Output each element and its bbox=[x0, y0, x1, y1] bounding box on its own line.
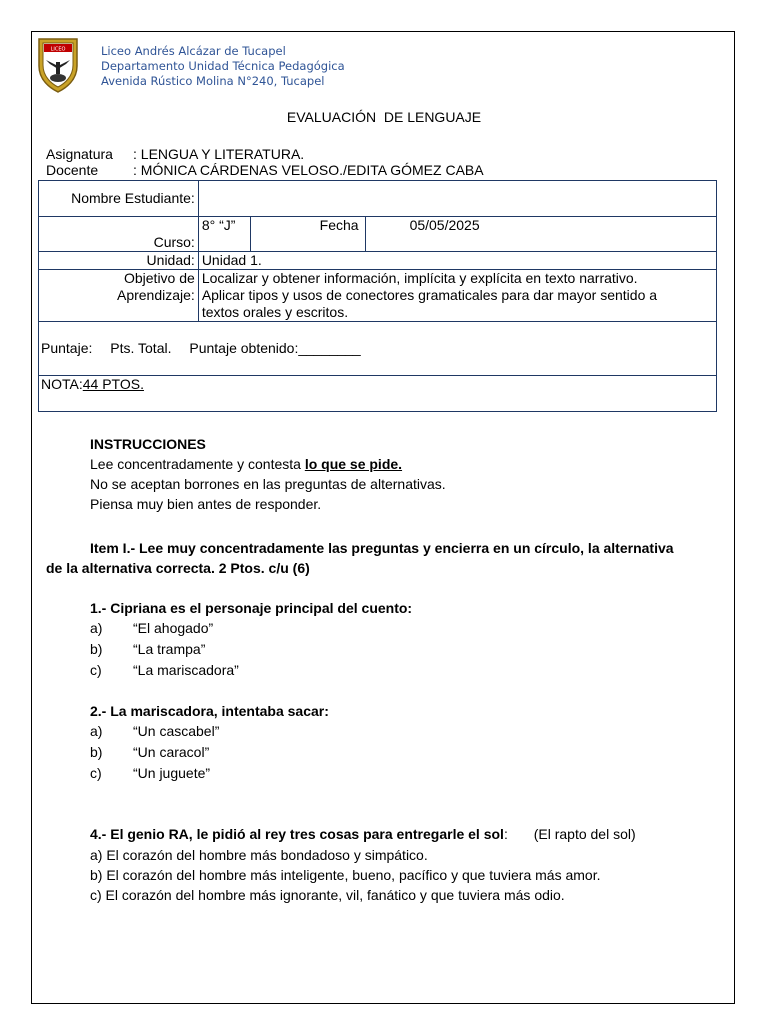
date-value: 05/05/2025 bbox=[365, 217, 716, 252]
student-name-label: Nombre Estudiante: bbox=[39, 181, 199, 217]
item1-heading-line2: de la alternativa correcta. 2 Ptos. c/u (6) bbox=[46, 560, 310, 576]
instructions-heading: INSTRUCCIONES bbox=[90, 436, 206, 452]
question-1: 1.- Cipriana es el personaje principal del cuento: bbox=[90, 600, 413, 616]
question-1-option-a[interactable] bbox=[90, 620, 213, 636]
question-4-note: (El rapto del sol) bbox=[533, 826, 636, 842]
option-text: “La trampa” bbox=[133, 641, 206, 657]
option-letter: c) bbox=[90, 765, 102, 781]
instruction-emphasis: lo que se pide. bbox=[304, 456, 403, 472]
teacher-label: Docente bbox=[46, 162, 99, 178]
objective-line: Localizar y obtener información, implícita y explícita en texto narrativo. bbox=[201, 270, 638, 286]
option-text: “La mariscadora” bbox=[133, 662, 239, 678]
total-points-label: Pts. Total. bbox=[110, 340, 172, 356]
school-header bbox=[101, 44, 345, 89]
instruction-text: Lee concentradamente y contesta bbox=[90, 456, 305, 472]
question-2-option-c[interactable] bbox=[90, 765, 210, 781]
question-4-option-b[interactable]: b) El corazón del hombre más inteligente, bueno, pacífico y que tuviera más amor. bbox=[90, 867, 601, 883]
subject-label: Asignatura bbox=[46, 146, 113, 162]
grade-value: 44 PTOS. bbox=[82, 376, 144, 392]
instruction-line: Piensa muy bien antes de responder. bbox=[90, 496, 322, 512]
question-2-option-b[interactable] bbox=[90, 744, 209, 760]
question-2-option-a[interactable] bbox=[90, 723, 219, 739]
teacher-row bbox=[46, 162, 484, 178]
objective-label bbox=[39, 270, 199, 322]
obtained-points-label: Puntaje obtenido:________ bbox=[189, 340, 361, 356]
instructions-block bbox=[90, 434, 446, 514]
option-letter: c) bbox=[90, 662, 102, 678]
question-1-option-c[interactable] bbox=[90, 662, 239, 678]
option-text: “Un juguete” bbox=[133, 765, 211, 781]
school-crest-icon bbox=[36, 36, 80, 94]
option-letter: b) bbox=[90, 641, 103, 657]
school-department: Departamento Unidad Técnica Pedagógica bbox=[101, 59, 345, 73]
unit-label: Unidad: bbox=[39, 252, 199, 270]
student-info-table bbox=[38, 180, 717, 412]
school-name: Liceo Andrés Alcázar de Tucapel bbox=[101, 44, 286, 58]
page-title: EVALUACIÓN DE LENGUAJE bbox=[286, 109, 482, 125]
grade-row bbox=[39, 376, 717, 412]
question-4-text: 4.- El genio RA, le pidió al rey tres cosas para entregarle el sol bbox=[90, 826, 504, 842]
option-letter: a) bbox=[90, 620, 103, 636]
subject-row bbox=[46, 146, 484, 162]
objective-line: Aplicar tipos y usos de conectores gramaticales para dar mayor sentido a bbox=[201, 287, 658, 303]
score-row bbox=[39, 322, 717, 376]
option-text: “El ahogado” bbox=[133, 620, 214, 636]
question-4-option-a[interactable]: a) El corazón del hombre más bondadoso y simpático. bbox=[90, 847, 428, 863]
question-4-option-c[interactable]: c) El corazón del hombre más ignorante, vil, fanático y que tuviera más odio. bbox=[90, 887, 565, 903]
question-4-colon: : bbox=[503, 826, 508, 842]
meta-block bbox=[46, 146, 484, 178]
unit-value: Unidad 1. bbox=[198, 252, 716, 270]
student-name-field[interactable] bbox=[198, 181, 716, 217]
score-label: Puntaje: bbox=[41, 340, 93, 356]
option-letter: b) bbox=[90, 744, 103, 760]
teacher-value: : MÓNICA CÁRDENAS VELOSO./EDITA GÓMEZ CABA bbox=[133, 162, 484, 178]
course-value: 8° “J” bbox=[198, 217, 250, 252]
instruction-line: No se aceptan borrones en las preguntas de alternativas. bbox=[90, 476, 446, 492]
date-label: Fecha bbox=[250, 217, 365, 252]
objective-line: textos orales y escritos. bbox=[201, 304, 349, 320]
school-address: Avenida Rústico Molina N°240, Tucapel bbox=[101, 74, 325, 88]
option-text: “Un cascabel” bbox=[133, 723, 220, 739]
option-letter: a) bbox=[90, 723, 103, 739]
course-label: Curso: bbox=[39, 217, 199, 252]
svg-text:LICEO: LICEO bbox=[50, 46, 66, 53]
objective-label-line: Objetivo de bbox=[123, 270, 195, 286]
objective-value bbox=[198, 270, 716, 322]
question-1-option-b[interactable] bbox=[90, 641, 205, 657]
question-4 bbox=[90, 824, 636, 844]
instruction-line bbox=[90, 454, 446, 474]
objective-label-line: Aprendizaje: bbox=[116, 287, 195, 303]
subject-value: : LENGUA Y LITERATURA. bbox=[133, 146, 305, 162]
question-2: 2.- La mariscadora, intentaba sacar: bbox=[90, 703, 329, 719]
grade-label: NOTA: bbox=[41, 376, 83, 392]
item1-heading-line1: Item I.- Lee muy concentradamente las preguntas y encierra en un círculo, la alternativa bbox=[90, 540, 674, 556]
option-text: “Un caracol” bbox=[133, 744, 210, 760]
